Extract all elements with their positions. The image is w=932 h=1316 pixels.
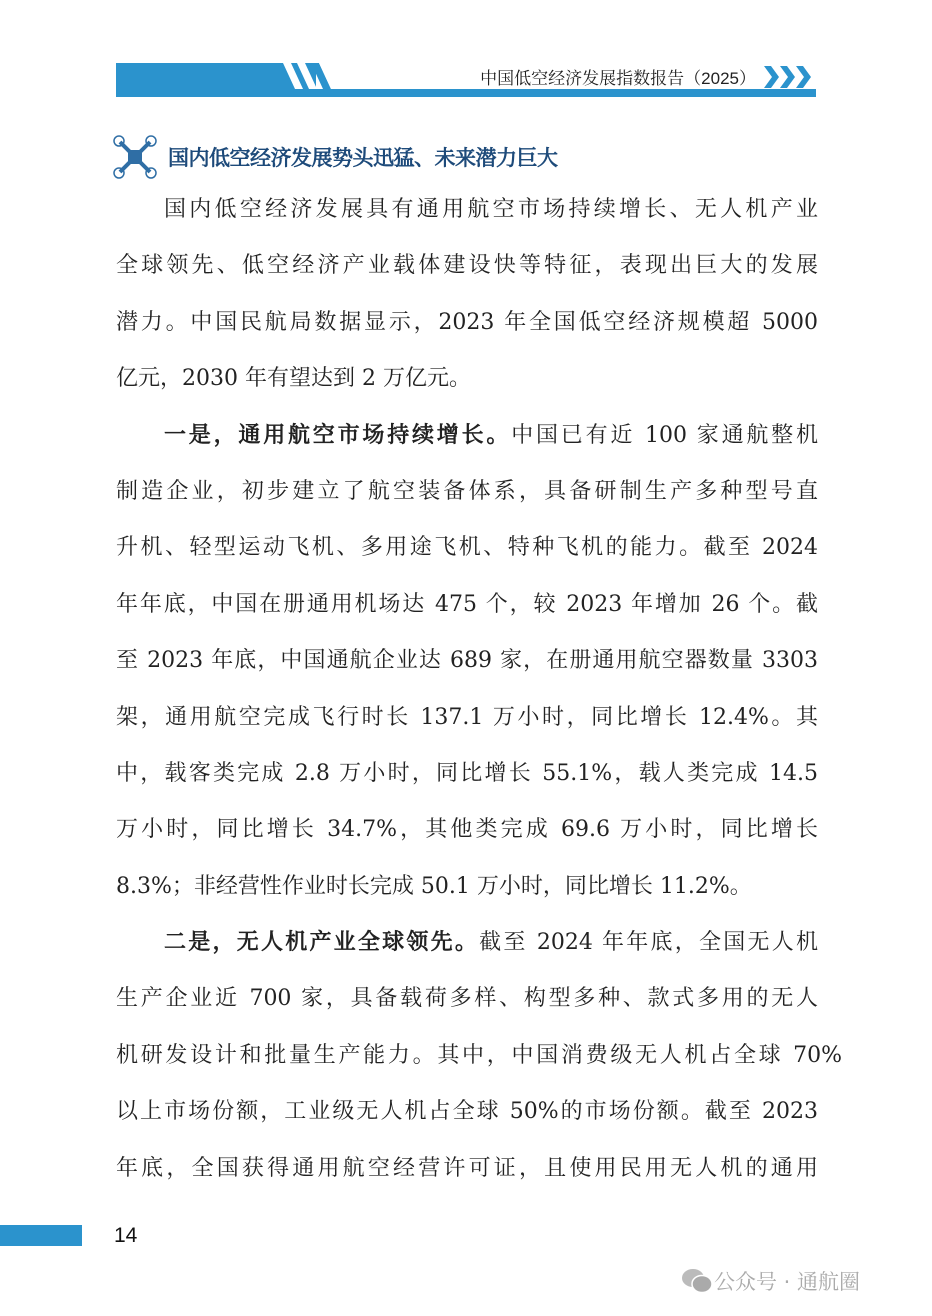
text-line: 升机、轻型运动飞机、多用途飞机、特种飞机的能力。截至 2024 (116, 535, 818, 561)
page-number-bar (0, 1225, 82, 1246)
report-title: 中国低空经济发展指数报告（2025） (480, 69, 756, 88)
text-line: 亿元，2030 年有望达到 2 万亿元。 (116, 366, 471, 392)
text-line: 年年底，中国在册通用机场达 475 个，较 2023 年增加 26 个。截 (116, 591, 818, 617)
drone-icon (112, 134, 158, 180)
text-line: 全球领先、低空经济产业载体建设快等特征，表现出巨大的发展 (116, 253, 818, 279)
text-line: 制造企业，初步建立了航空装备体系，具备研制生产多种型号直 (116, 478, 818, 504)
wechat-icon (680, 1267, 714, 1295)
text-line: 潜力。中国民航局数据显示，2023 年全国低空经济规模超 5000 (116, 309, 818, 335)
section-title: 国内低空经济发展势头迅猛、未来潜力巨大 (168, 146, 558, 170)
text-line: 机研发设计和批量生产能力。其中，中国消费级无人机占全球 70% (116, 1042, 842, 1068)
text-line: 中，载客类完成 2.8 万小时，同比增长 55.1%，载人类完成 14.5 (116, 760, 818, 786)
text-line: 二是，无人机产业全球领先。截至 2024 年年底，全国无人机 (164, 930, 818, 956)
text-line: 8.3%；非经营性作业时长完成 50.1 万小时，同比增长 11.2%。 (116, 873, 752, 899)
text-line: 至 2023 年底，中国通航企业达 689 家，在册通用航空器数量 3303 (116, 648, 818, 674)
text-line: 万小时，同比增长 34.7%，其他类完成 69.6 万小时，同比增长 (116, 817, 818, 843)
text-line: 以上市场份额，工业级无人机占全球 50%的市场份额。截至 2023 (116, 1099, 818, 1125)
header-stripes-decoration (283, 63, 353, 89)
text-line: 架，通用航空完成飞行时长 137.1 万小时，同比增长 12.4%。其 (116, 704, 818, 730)
section-heading (112, 134, 558, 180)
bold-lead: 二是，无人机产业全球领先。 (164, 930, 480, 956)
text-line: 国内低空经济发展具有通用航空市场持续增长、无人机产业 (164, 197, 818, 222)
watermark (680, 1266, 860, 1296)
page-number: 14 (114, 1224, 138, 1247)
body-text (116, 182, 842, 1197)
text-line: 年底，全国获得通用航空经营许可证，且使用民用无人机的通用 (116, 1155, 818, 1181)
header-rule (116, 89, 816, 97)
chevrons-icon (764, 66, 814, 88)
watermark-text: 公众号 · 通航圈 (714, 1270, 861, 1294)
bold-lead: 一是，通用航空市场持续增长。 (164, 422, 512, 448)
text-line: 生产企业近 700 家，具备载荷多样、构型多种、款式多用的无人 (116, 986, 818, 1012)
text-line: 一是，通用航空市场持续增长。中国已有近 100 家通航整机 (164, 422, 818, 448)
